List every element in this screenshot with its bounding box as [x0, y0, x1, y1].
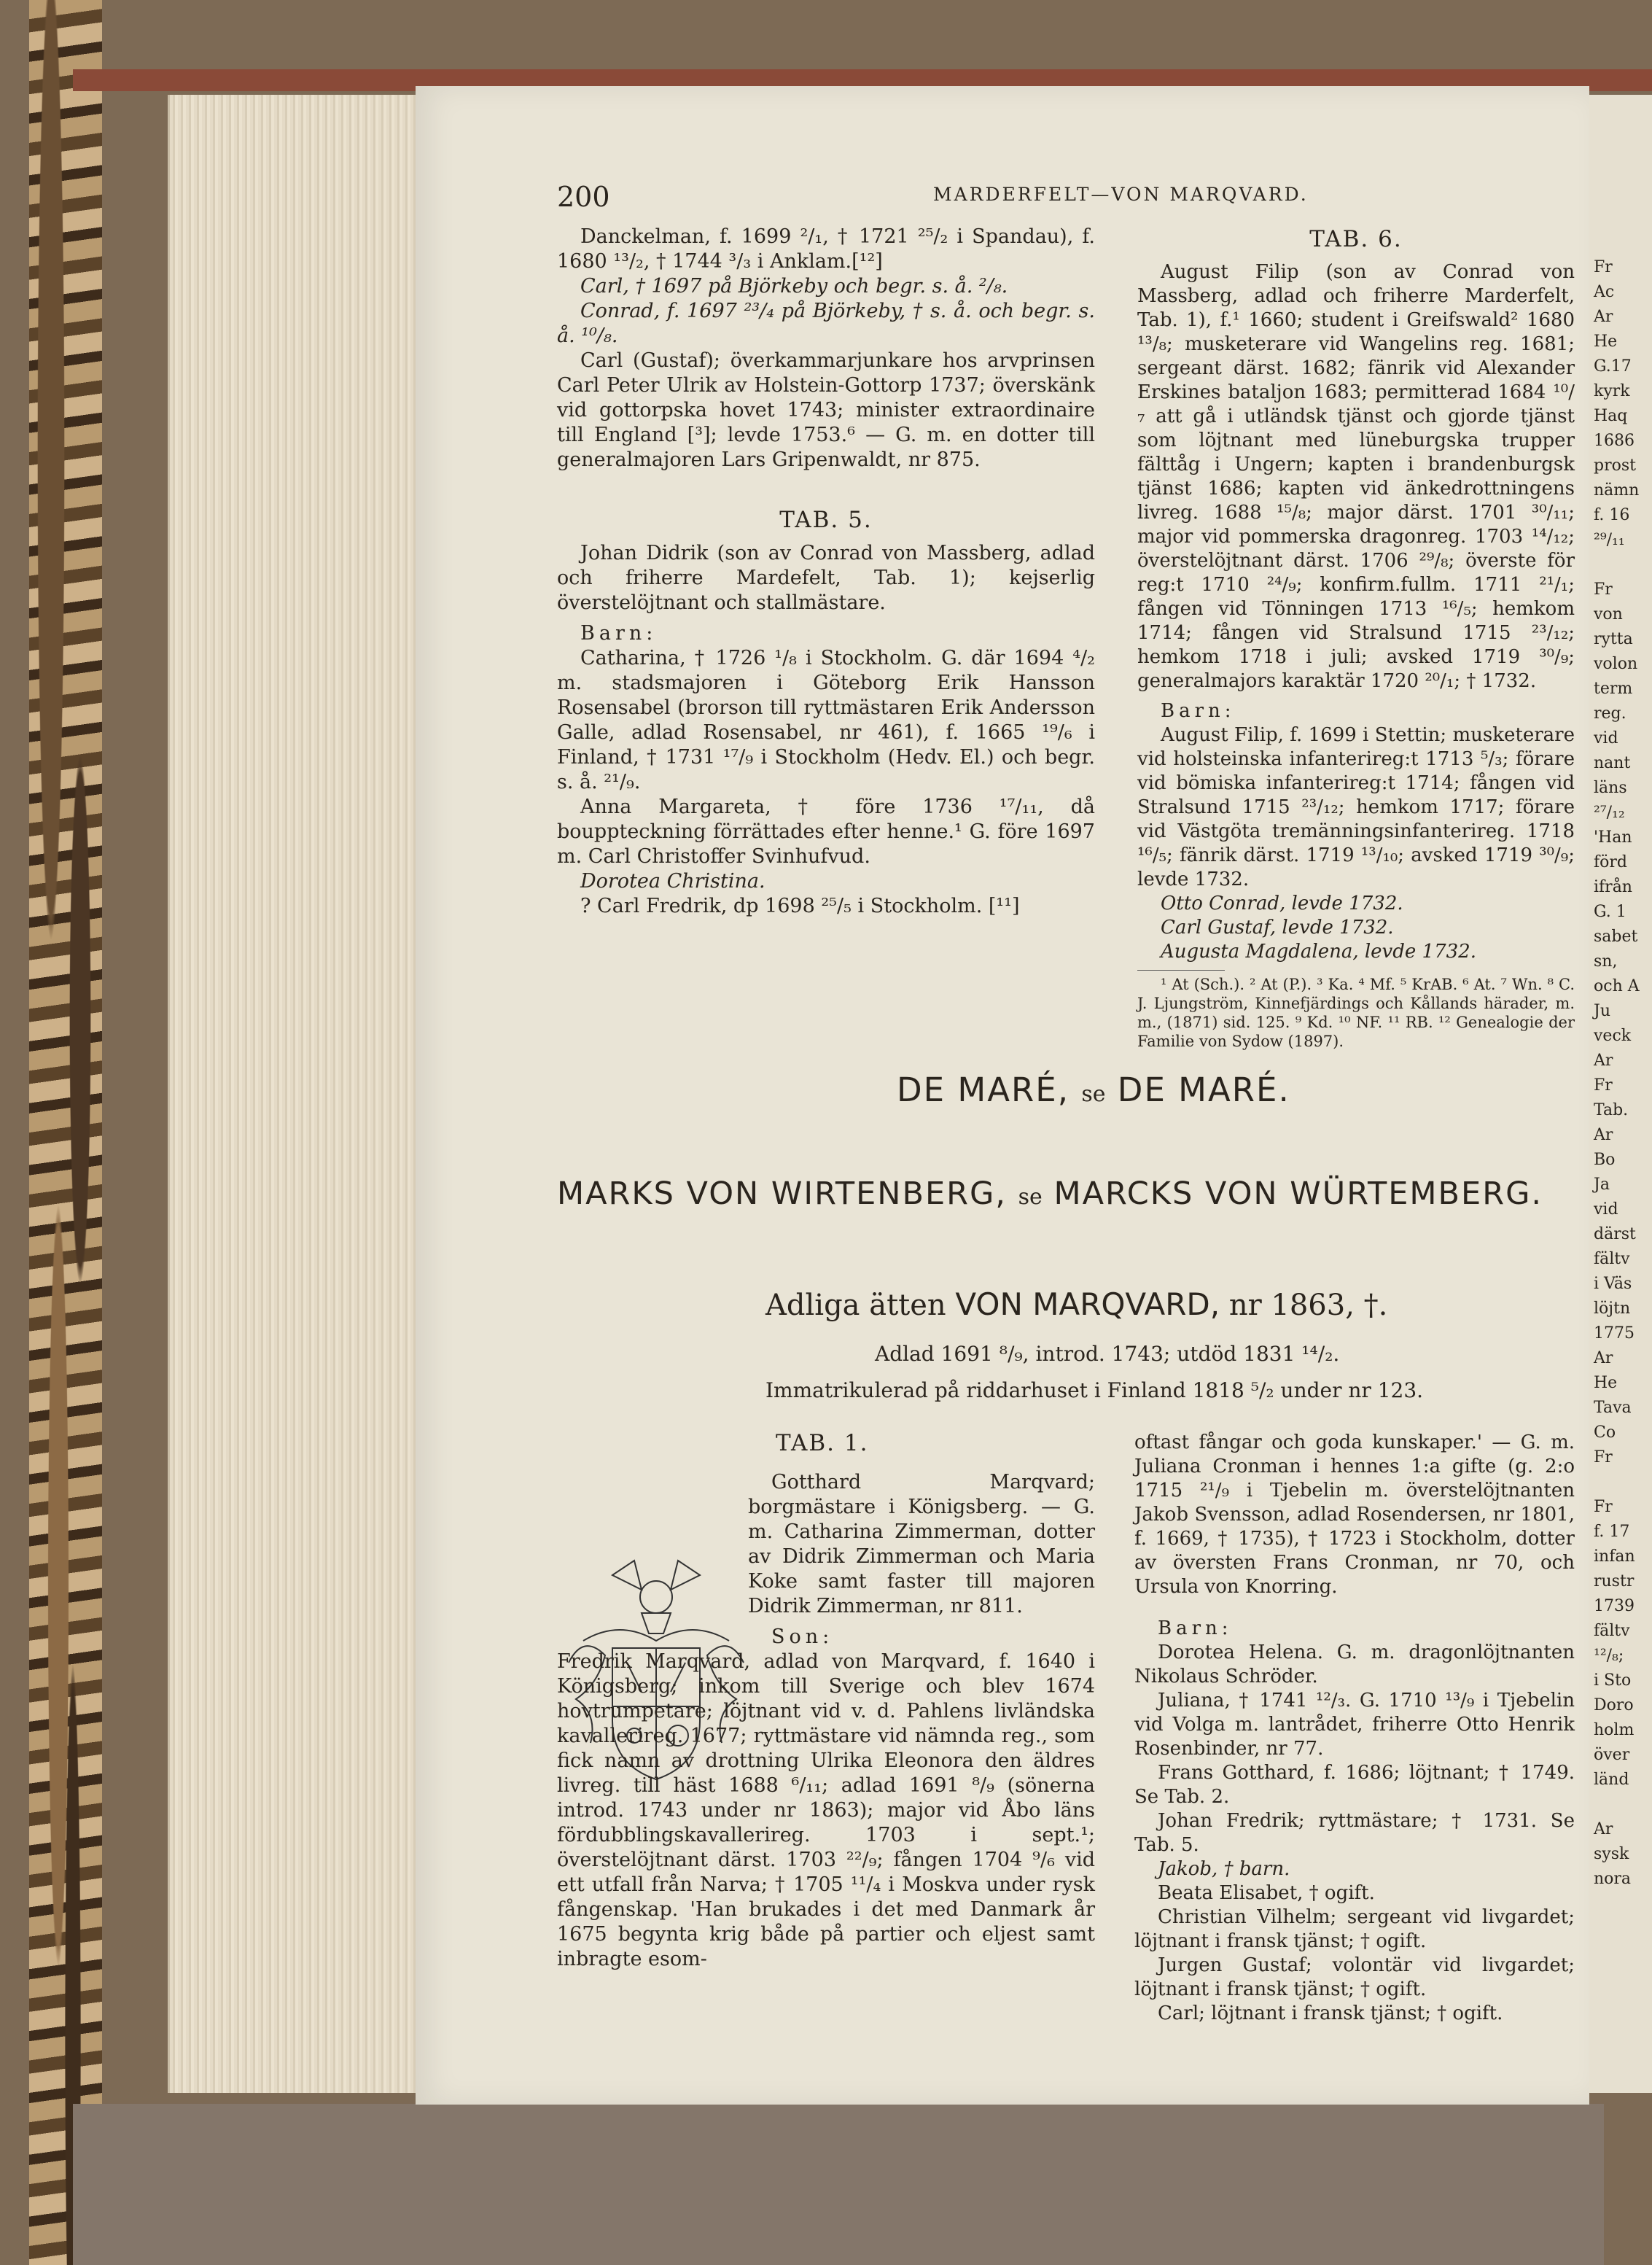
- next-page-fragment: Co: [1594, 1423, 1616, 1442]
- next-page-fragment: nant: [1594, 754, 1631, 772]
- paragraph: Dorotea Helena. G. m. dragonlöjtnanten Nikolaus Schröder.: [1134, 1642, 1575, 1687]
- next-page-fragment: Ar: [1594, 1349, 1613, 1367]
- paragraph: Augusta Magdalena, levde 1732.: [1161, 941, 1476, 963]
- paragraph: ? Carl Fredrik, dp 1698 ²⁵/₅ i Stockholm. [¹¹]: [580, 895, 1020, 917]
- next-page-fragment: Ar: [1594, 1126, 1613, 1144]
- next-page-edge: [1589, 95, 1652, 2093]
- next-page-fragment: rytta: [1594, 630, 1633, 648]
- next-page-fragment: veck: [1594, 1027, 1632, 1045]
- running-title: MARDERFELT—VON MARQVARD.: [933, 184, 1309, 205]
- next-page-fragment: He: [1594, 1374, 1618, 1392]
- next-page-fragment: 1686: [1594, 432, 1635, 450]
- next-page-fragment: Ac: [1594, 283, 1615, 301]
- next-page-fragment: över: [1594, 1746, 1630, 1764]
- next-page-fragment: Ja: [1594, 1176, 1610, 1194]
- paragraph: Dorotea Christina.: [580, 870, 765, 893]
- next-page-fragment: nora: [1594, 1870, 1632, 1888]
- next-page-fragment: vid: [1594, 1200, 1618, 1219]
- next-page-fragment: f. 16: [1594, 506, 1630, 524]
- family-prefix: Adliga ätten: [765, 1289, 946, 1322]
- barn-heading: Barn:: [580, 622, 658, 645]
- next-page-fragment: holm: [1594, 1721, 1635, 1739]
- tab-heading-text: TAB. 1.: [776, 1430, 869, 1456]
- next-page-fragment: ifrån: [1594, 878, 1632, 896]
- column-right-top: [1137, 228, 1575, 1051]
- paragraph: Carl Gustaf, levde 1732.: [1161, 917, 1394, 939]
- family-name: VON MARQVARD,: [955, 1286, 1220, 1322]
- next-page-fragment: kyrk: [1594, 382, 1630, 400]
- binding-bottom: [73, 2104, 1604, 2265]
- next-page-fragment: nämn: [1594, 481, 1640, 500]
- next-page-fragment: Ju: [1594, 1002, 1610, 1020]
- column-right-bottom: [1134, 1431, 1575, 2026]
- xref-target: MARCKS VON WÜRTEMBERG.: [1053, 1176, 1543, 1212]
- tab-heading: TAB. 6.: [1309, 226, 1403, 252]
- next-page-fragment: Bo: [1594, 1151, 1616, 1169]
- next-page-fragment: Fr: [1594, 1448, 1613, 1466]
- next-page-fragment: Fr: [1594, 580, 1613, 599]
- next-page-fragment: sn,: [1594, 952, 1618, 971]
- next-page-fragment: rustr: [1594, 1572, 1635, 1590]
- column-left-top: [557, 225, 1095, 919]
- xref-se: se: [1018, 1184, 1043, 1210]
- next-page-fragment: Doro: [1594, 1696, 1634, 1714]
- next-page-fragment: [1594, 1792, 1652, 1817]
- paragraph: Gotthard Marqvard; borgmästare i Königsberg. — G. m. Catharina Zimmerman, dotter av Didrik Zimmerman och Maria Koke samt faster till majoren Didrik Zimmerman, nr 811.: [748, 1471, 1095, 1617]
- next-page-fragment: Ar: [1594, 1052, 1613, 1070]
- paragraph: Danckelman, f. 1699 ²/₁, † 1721 ²⁵/₂ i Spandau), f. 1680 ¹³/₂, † 1744 ³/₃ i Anklam.[¹²]: [557, 225, 1095, 273]
- next-page-fragment: Ar: [1594, 308, 1613, 326]
- paragraph: Johan Fredrik; ryttmästare; † 1731. Se Tab. 5.: [1134, 1810, 1575, 1856]
- paragraph: oftast fångar och goda kunskaper.' — G. m. Juliana Cronman i hennes 1:a gifte (g. 2:o 1715 ²¹/₉ i Tjebelin m. överstelöjtnanten Jakob Svensson, adlad Rosendersen, nr 1801, f. 1669, † 1735), † 1723 i Stockholm, dotter av översten Frans Cronman, nr 70, och Ursula von Knorring.: [1134, 1431, 1575, 1598]
- paragraph: Christian Vilhelm; sergeant vid livgardet; löjtnant i fransk tjänst; † ogift.: [1134, 1906, 1575, 1952]
- family-number: nr 1863, †.: [1228, 1289, 1388, 1322]
- paragraph: Catharina, † 1726 ¹/₈ i Stockholm. G. där 1694 ⁴/₂ m. stadsmajoren i Göteborg Erik Hansson Rosensabel (brorson till ryttmästaren Erik Andersson Galle, adlad Rosensabel, nr 461), f. 1665 ¹⁹/₆ i Finland, † 1731 ¹⁷/₉ i Stockholm (Hedv. El.) och begr. s. å. ²¹/₉.: [557, 647, 1095, 793]
- next-page-fragment: [1594, 553, 1652, 578]
- son-heading: Son:: [771, 1625, 834, 1648]
- barn-heading: Barn:: [1161, 700, 1236, 722]
- paragraph: Carl; löjtnant i fransk tjänst; † ogift.: [1158, 2002, 1503, 2024]
- paragraph: Otto Conrad, levde 1732.: [1161, 893, 1403, 914]
- next-page-fragment: 'Han: [1594, 828, 1632, 847]
- next-page-fragment: reg.: [1594, 704, 1626, 723]
- xref-target: DE MARÉ.: [1117, 1071, 1290, 1109]
- family-heading: [765, 1286, 1387, 1322]
- next-page-fragment: 1739: [1594, 1597, 1635, 1615]
- next-page-fragment: länd: [1594, 1771, 1629, 1789]
- paragraph: August Filip (son av Conrad von Massberg, adlad och friherre Marderfelt, Tab. 1), f.¹ 1660; student i Greifswald² 1680 ¹³/₈; musketerare vid Wangelins reg. 1681; sergeant därst. 1682; fänrik vid Alexander Erskines bataljon 1683; permitterad 1684 ¹⁰/₇ att gå i utländsk tjänst och gjorde tjänst som löjtnant med lüneburgska trupper fälttåg i Ungern; kapten i brandenburgsk tjänst 1686; kapten vid änkedrottningens livreg. 1688 ¹⁵/₈; major därst. 1701 ³⁰/₁₁; major vid pommerska dragonreg. 1703 ¹⁴/₁₂; överstelöjtnant därst. 1706 ²⁹/₈; överste för reg:t 1710 ²⁴/₉; konfirm.fullm. 1711 ²¹/₁; fången vid Tönningen 1713 ¹⁶/₅; hemkom 1714; fången vid Stralsund 1715 ²³/₁₂; hemkom 1718 i juli; avsked 1719 ³⁰/₉; generalmajors karaktär 1720 ²⁰/₁; † 1732.: [1137, 261, 1575, 692]
- next-page-fragment: term: [1594, 680, 1633, 698]
- xref-name: DE MARÉ,: [897, 1071, 1070, 1109]
- next-page-fragment: G. 1: [1594, 903, 1626, 921]
- paragraph: Anna Margareta, † före 1736 ¹⁷/₁₁, då bouppteckning förrättades efter henne.¹ G. före 1697 m. Carl Christoffer Svinhufvud.: [557, 796, 1095, 868]
- next-page-fragment: löjtn: [1594, 1299, 1631, 1318]
- paragraph: Fredrik Marqvard, adlad von Marqvard, f. 1640 i Königsberg; inkom till Sverige och blev 1674 hovtrumpetare; löjtnant vid v. d. Pahlens livländska kavallerireg. 1677; ryttmästare vid nämnda reg., som fick namn av drottning Ulrika Eleonora den äldres livreg. till häst 1688 ⁶/₁₁; adlad 1691 ⁸/₉ (sönerna introd. 1743 under nr 1863); major vid Åbo läns fördubblingskavallerireg. 1703 i sept.¹; överstelöjtnant därst. 1703 ²²/₉; fången 1704 ⁹/₆ vid ett utfall från Narva; † 1705 ¹¹/₄ i Moskva under rysk fångenskap. 'Han brukades i det med Danmark år 1675 begynta krig både på partier och eljest samt inbragte esom-: [557, 1650, 1095, 1970]
- next-page-fragment: volon: [1594, 655, 1638, 673]
- next-page-fragment: sabet: [1594, 928, 1638, 946]
- next-page-fragment: 1775: [1594, 1324, 1635, 1343]
- next-page-fragment: fältv: [1594, 1250, 1630, 1268]
- tab-heading: TAB. 5.: [779, 507, 873, 533]
- next-page-fragment: Fr: [1594, 1498, 1613, 1516]
- xref-name: MARKS VON WIRTENBERG,: [557, 1176, 1007, 1212]
- column-left-bottom: [557, 1431, 1095, 1972]
- xref-se: se: [1081, 1081, 1106, 1107]
- paragraph: Juliana, † 1741 ¹²/₃. G. 1710 ¹³/₉ i Tjebelin vid Volga m. lantrådet, friherre Otto Henrik Rosenbinder, nr 77.: [1134, 1690, 1575, 1760]
- paragraph: Carl (Gustaf); överkammarjunkare hos arvprinsen Carl Peter Ulrik av Holstein-Gottorp 1737; överskänk vid gottorpska hovet 1743; minister extraordinaire till England [³]; levde 1753.⁶ — G. m. en dotter till generalmajoren Lars Gripenwaldt, nr 875.: [557, 349, 1095, 471]
- paragraph: Jakob, † barn.: [1158, 1858, 1290, 1880]
- footnote-rule: [1137, 970, 1225, 971]
- paragraph: Carl, † 1697 på Björkeby och begr. s. å. ²/₈.: [580, 275, 1008, 298]
- family-matriculation: Immatrikulerad på riddarhuset i Finland 1818 ⁵/₂ under nr 123.: [765, 1378, 1424, 1402]
- next-page-fragment: Tab.: [1594, 1101, 1629, 1119]
- cross-reference-de-mare: [897, 1071, 1290, 1109]
- next-page-fragment: von: [1594, 605, 1623, 623]
- next-page-fragment: Haq: [1594, 407, 1628, 425]
- next-page-fragment: därst: [1594, 1225, 1636, 1243]
- paragraph: Frans Gotthard, f. 1686; löjtnant; † 1749. Se Tab. 2.: [1134, 1762, 1575, 1808]
- next-page-fragment: fältv: [1594, 1622, 1630, 1640]
- next-page-fragment: Fr: [1594, 258, 1613, 276]
- cross-reference-marks: [557, 1176, 1543, 1212]
- family-dates: Adlad 1691 ⁸/₉, introd. 1743; utdöd 1831 ¹⁴/₂.: [875, 1342, 1340, 1366]
- next-page-fragment: Ar: [1594, 1820, 1613, 1838]
- tab-heading: [776, 1431, 1095, 1456]
- paragraph: Jurgen Gustaf; volontär vid livgardet; löjtnant i fransk tjänst; † ogift.: [1134, 1954, 1575, 2000]
- next-page-fragment: vid: [1594, 729, 1618, 747]
- footnotes: ¹ At (Sch.). ² At (P.). ³ Ka. ⁴ Mf. ⁵ KrAB. ⁶ At. ⁷ Wn. ⁸ C. J. Ljungström, Kinnefjärdings och Kållands härader, m. m., (1871) sid. 125. ⁹ Kd. ¹⁰ NF. ¹¹ RB. ¹² Genealogie der Familie von Sydow (1897).: [1137, 976, 1575, 1050]
- page-number: 200: [557, 181, 610, 213]
- paragraph: August Filip, f. 1699 i Stettin; musketerare vid holsteinska infanterireg:t 1713 ⁵/₃; förare vid bömiska infanterireg:t 1714; fången vid Stralsund 1715 ²³/₁₂; hemkom 1717; förare vid Västgöta tremänningsinfanterireg. 1718 ¹⁶/₅; fänrik därst. 1719 ¹³/₁₀; avsked 1719 ³⁰/₉; levde 1732.: [1137, 724, 1575, 890]
- next-page-fragment: i Sto: [1594, 1671, 1632, 1690]
- next-page-fragment: G.17: [1594, 357, 1632, 376]
- next-page-fragment: Tava: [1594, 1399, 1632, 1417]
- paragraph: Johan Didrik (son av Conrad von Massberg, adlad och friherre Mardefelt, Tab. 1); kejserlig överstelöjtnant och stallmästare.: [557, 542, 1095, 614]
- next-page-fragment: infan: [1594, 1547, 1635, 1566]
- next-page-fragment: förd: [1594, 853, 1627, 871]
- next-page-fragment: [1594, 1470, 1652, 1495]
- next-page-fragment: läns: [1594, 779, 1627, 797]
- next-page-fragment: He: [1594, 333, 1618, 351]
- paragraph: Beata Elisabet, † ogift.: [1158, 1882, 1375, 1904]
- next-page-fragment: f. 17: [1594, 1523, 1630, 1541]
- next-page-fragment: sysk: [1594, 1845, 1629, 1863]
- next-page-fragment: ²⁷/₁₂: [1594, 804, 1625, 822]
- page-stack: [168, 95, 418, 2093]
- next-page-fragment: prost: [1594, 457, 1636, 475]
- paragraph: Conrad, f. 1697 ²³/₄ på Björkeby, † s. å. och begr. s. å. ¹⁰/₈.: [557, 300, 1095, 347]
- barn-heading: Barn:: [1158, 1617, 1233, 1639]
- next-page-fragment: Fr: [1594, 1076, 1613, 1095]
- next-page-fragment: ¹²/₈;: [1594, 1647, 1624, 1665]
- next-page-fragment: ²⁹/₁₁: [1594, 531, 1625, 549]
- next-page-fragment: och A: [1594, 977, 1640, 995]
- next-page-fragment: i Väs: [1594, 1275, 1632, 1293]
- binding-edge: [29, 0, 102, 2265]
